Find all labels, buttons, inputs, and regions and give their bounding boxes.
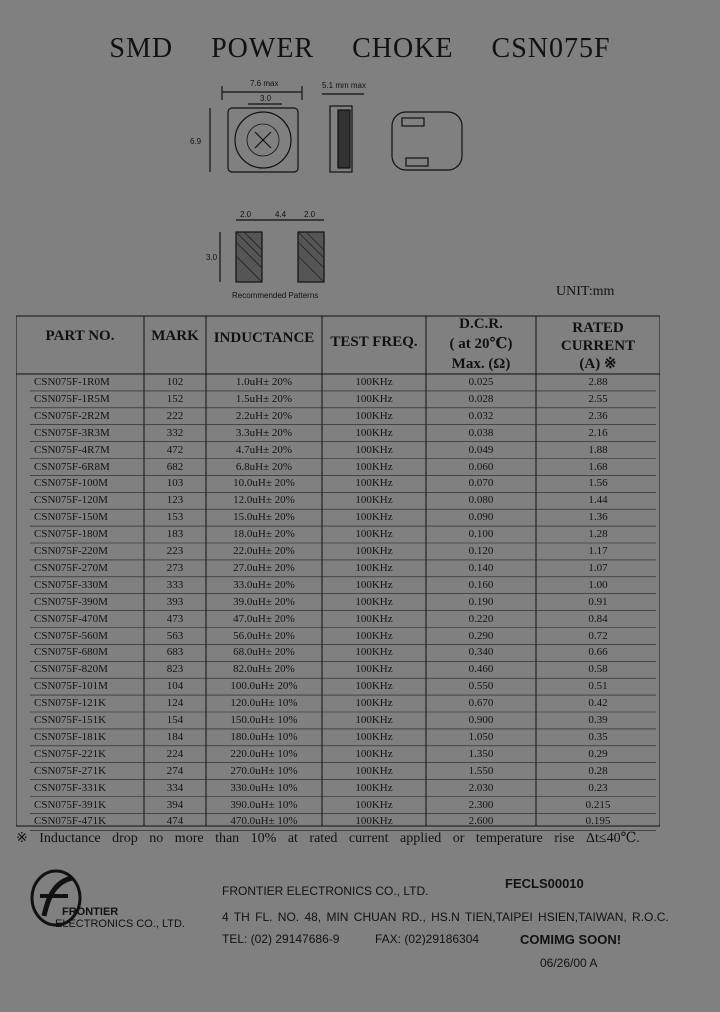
dimension-drawing [180, 70, 500, 310]
footnote: ※ Inductance drop no more than 10% at rated current applied or temperature rise Δt≤40℃. [16, 831, 640, 846]
cell-cur: 1.68 [588, 460, 608, 473]
cell-ind: 12.0uH± 20% [233, 494, 295, 507]
cell-mark: 333 [166, 578, 184, 591]
cell-mark: 473 [166, 612, 184, 625]
cell-freq: 100KHz [355, 646, 393, 659]
cell-part: CSN075F-4R7M [34, 443, 110, 456]
cell-freq: 100KHz [355, 747, 393, 760]
header-inductance: INDUCTANCE [213, 330, 315, 346]
header-rated-1: RATED [572, 320, 624, 336]
cell-cur: 2.88 [588, 376, 608, 388]
cell-cur: 0.42 [588, 697, 608, 710]
cell-ind: 33.0uH± 20% [233, 578, 295, 591]
cell-part: CSN075F-391K [34, 798, 107, 811]
cell-ind: 4.7uH± 20% [235, 443, 293, 456]
dim-inner: 3.0 [260, 94, 272, 103]
cell-freq: 100KHz [355, 629, 393, 642]
cell-part: CSN075F-6R8M [34, 460, 110, 473]
cell-dcr: 0.220 [468, 612, 494, 625]
cell-mark: 683 [166, 646, 184, 659]
cell-cur: 2.16 [588, 426, 608, 439]
cell-cur: 0.23 [588, 781, 608, 794]
cell-mark: 823 [166, 663, 184, 676]
cell-ind: 470.0uH± 10% [230, 815, 298, 828]
cell-part: CSN075F-3R3M [34, 426, 110, 439]
coming-soon: COMIMG SOON! [520, 932, 622, 947]
cell-dcr: 0.160 [468, 578, 494, 591]
cell-freq: 100KHz [355, 714, 393, 726]
cell-ind: 18.0uH± 20% [233, 528, 295, 541]
cell-cur: 1.00 [588, 578, 608, 591]
cell-cur: 0.51 [588, 680, 608, 693]
cell-ind: 120.0uH± 10% [230, 697, 298, 710]
cell-part: CSN075F-180M [34, 528, 108, 541]
cell-cur: 1.44 [588, 494, 608, 507]
cell-part: CSN075F-220M [34, 545, 108, 557]
cell-freq: 100KHz [355, 764, 393, 777]
cell-cur: 0.28 [588, 764, 608, 777]
cell-freq: 100KHz [355, 511, 393, 524]
cell-dcr: 1.050 [468, 730, 494, 743]
cell-ind: 390.0uH± 10% [230, 798, 298, 811]
cell-freq: 100KHz [355, 494, 393, 507]
cell-mark: 184 [166, 730, 184, 743]
page-title: SMD POWER CHOKE CSN075F [109, 33, 611, 64]
cell-dcr: 2.030 [468, 781, 494, 794]
header-mark: MARK [151, 328, 199, 344]
pad-dim-3: 2.0 [304, 210, 316, 219]
cell-part: CSN075F-390M [34, 595, 108, 608]
cell-dcr: 0.038 [468, 426, 494, 439]
cell-part: CSN075F-121K [34, 697, 107, 710]
cell-mark: 474 [166, 815, 184, 828]
cell-mark: 394 [166, 798, 184, 811]
cell-ind: 68.0uH± 20% [233, 646, 295, 659]
cell-freq: 100KHz [355, 376, 393, 388]
cell-cur: 1.17 [588, 545, 608, 557]
cell-part: CSN075F-680M [34, 646, 108, 659]
cell-dcr: 0.028 [468, 392, 494, 405]
cell-dcr: 0.190 [468, 595, 494, 608]
cell-dcr: 0.100 [468, 528, 494, 541]
pad-height: 3.0 [206, 253, 218, 262]
cell-cur: 0.91 [588, 595, 608, 608]
cell-part: CSN075F-221K [34, 747, 107, 760]
cell-mark: 102 [166, 376, 184, 388]
header-freq: TEST FREQ. [330, 334, 418, 350]
pad-dim-2: 4.4 [275, 210, 287, 219]
cell-freq: 100KHz [355, 561, 393, 574]
cell-mark: 682 [166, 460, 184, 473]
cell-ind: 56.0uH± 20% [233, 629, 295, 642]
cell-dcr: 0.080 [468, 494, 494, 507]
cell-cur: 1.28 [588, 528, 608, 541]
cell-freq: 100KHz [355, 730, 393, 743]
cell-dcr: 0.049 [468, 443, 494, 456]
cell-cur: 0.35 [588, 730, 608, 743]
cell-mark: 334 [166, 781, 184, 794]
cell-part: CSN075F-2R2M [34, 409, 110, 422]
cell-dcr: 2.600 [468, 815, 494, 828]
cell-mark: 274 [166, 764, 184, 777]
dim-height: 6.9 [190, 137, 202, 146]
cell-mark: 222 [166, 409, 184, 422]
pad-caption: Recommended Patterns [232, 291, 319, 300]
cell-part: CSN075F-151K [34, 714, 107, 726]
cell-dcr: 0.550 [468, 680, 494, 693]
cell-mark: 152 [166, 392, 184, 405]
cell-part: CSN075F-100M [34, 477, 108, 490]
cell-freq: 100KHz [355, 612, 393, 625]
cell-ind: 15.0uH± 20% [233, 511, 295, 524]
cell-mark: 393 [166, 595, 184, 608]
cell-mark: 154 [166, 714, 184, 726]
cell-freq: 100KHz [355, 578, 393, 591]
cell-part: CSN075F-101M [34, 680, 108, 693]
cell-part: CSN075F-270M [34, 561, 108, 574]
cell-freq: 100KHz [355, 477, 393, 490]
cell-part: CSN075F-181K [34, 730, 107, 743]
cell-dcr: 1.350 [468, 747, 494, 760]
cell-freq: 100KHz [355, 781, 393, 794]
cell-dcr: 0.340 [468, 646, 494, 659]
cell-ind: 10.0uH± 20% [233, 477, 295, 490]
cell-mark: 332 [166, 426, 184, 439]
cell-ind: 270.0uH± 10% [230, 764, 298, 777]
cell-ind: 27.0uH± 20% [233, 561, 295, 574]
cell-freq: 100KHz [355, 815, 393, 828]
cell-freq: 100KHz [355, 545, 393, 557]
cell-cur: 1.07 [588, 561, 608, 574]
cell-part: CSN075F-1R5M [34, 392, 110, 405]
cell-ind: 82.0uH± 20% [233, 663, 295, 676]
header-part: PART NO. [45, 328, 115, 344]
cell-dcr: 0.070 [468, 477, 494, 490]
header-rated-3: (A) ※ [579, 356, 617, 372]
cell-mark: 273 [166, 561, 184, 574]
cell-ind: 100.0uH± 20% [230, 680, 298, 693]
cell-mark: 103 [166, 477, 184, 490]
cell-part: CSN075F-120M [34, 494, 108, 507]
cell-cur: 0.195 [585, 815, 611, 828]
cell-cur: 1.88 [588, 443, 608, 456]
cell-dcr: 0.290 [468, 629, 494, 642]
dim-width: 7.6 max [250, 79, 279, 88]
cell-freq: 100KHz [355, 595, 393, 608]
header-dcr-1: D.C.R. [459, 316, 503, 332]
cell-mark: 472 [166, 443, 184, 456]
cell-dcr: 1.550 [468, 764, 494, 777]
cell-mark: 123 [166, 494, 184, 507]
cell-ind: 39.0uH± 20% [233, 595, 295, 608]
cell-ind: 22.0uH± 20% [233, 545, 295, 557]
cell-dcr: 0.120 [468, 545, 494, 557]
company-address: 4 TH FL. NO. 48, MIN CHUAN RD., HS.N TIEN,TAIPEI HSIEN,TAIWAN, R.O.C. [222, 910, 669, 924]
cell-freq: 100KHz [355, 528, 393, 541]
pad-dim-1: 2.0 [240, 210, 252, 219]
cell-ind: 6.8uH± 20% [235, 460, 293, 473]
cell-cur: 0.66 [588, 646, 608, 659]
cell-cur: 1.36 [588, 511, 608, 524]
cell-part: CSN075F-330M [34, 578, 108, 591]
cell-cur: 0.58 [588, 663, 608, 676]
cell-dcr: 0.460 [468, 663, 494, 676]
cell-part: CSN075F-1R0M [34, 376, 110, 388]
cell-cur: 1.56 [588, 477, 608, 490]
revision-date: 06/26/00 A [540, 956, 598, 970]
cell-ind: 220.0uH± 10% [230, 747, 298, 760]
cell-mark: 563 [166, 629, 184, 642]
cell-freq: 100KHz [355, 460, 393, 473]
cell-ind: 1.0uH± 20% [235, 376, 293, 388]
cell-freq: 100KHz [355, 798, 393, 811]
header-rated-2: CURRENT [560, 338, 636, 354]
cell-dcr: 0.090 [468, 511, 494, 524]
cell-cur: 0.215 [585, 798, 611, 811]
logo-name-line1: FRONTIER [62, 906, 119, 918]
dim-thickness: 5.1 mm max [322, 81, 367, 90]
cell-mark: 104 [166, 680, 184, 693]
cell-freq: 100KHz [355, 443, 393, 456]
cell-mark: 124 [166, 697, 184, 710]
cell-ind: 150.0uH± 10% [230, 714, 298, 726]
cell-dcr: 0.060 [468, 460, 494, 473]
cell-part: CSN075F-471K [34, 815, 107, 828]
cell-dcr: 0.140 [468, 561, 494, 574]
unit-label: UNIT:mm [556, 284, 615, 299]
cell-cur: 0.29 [588, 747, 608, 760]
cell-freq: 100KHz [355, 663, 393, 676]
cell-ind: 3.3uH± 20% [235, 426, 293, 439]
cell-part: CSN075F-150M [34, 511, 108, 524]
cell-ind: 2.2uH± 20% [235, 409, 293, 422]
fax: FAX: (02)29186304 [375, 932, 480, 946]
cell-mark: 223 [166, 545, 184, 557]
cell-cur: 0.39 [588, 714, 608, 726]
cell-ind: 47.0uH± 20% [233, 612, 295, 625]
cell-freq: 100KHz [355, 680, 393, 693]
cell-cur: 2.55 [588, 392, 608, 405]
cell-part: CSN075F-470M [34, 612, 108, 625]
cell-part: CSN075F-271K [34, 764, 107, 777]
cell-part: CSN075F-820M [34, 663, 108, 676]
cell-cur: 2.36 [588, 409, 608, 422]
cell-dcr: 2.300 [468, 798, 494, 811]
header-dcr-3: Max. (Ω) [451, 356, 511, 372]
cell-freq: 100KHz [355, 426, 393, 439]
header-dcr-2: ( at 20℃) [449, 336, 513, 352]
cell-dcr: 0.670 [468, 697, 494, 710]
cell-ind: 330.0uH± 10% [230, 781, 298, 794]
cell-dcr: 0.025 [468, 376, 494, 388]
logo-name-line2: ELECTRONICS CO., LTD. [55, 918, 185, 930]
spec-table [16, 312, 660, 832]
cell-ind: 180.0uH± 10% [230, 730, 298, 743]
cell-mark: 183 [166, 528, 184, 541]
cell-dcr: 0.900 [468, 714, 494, 726]
cell-freq: 100KHz [355, 392, 393, 405]
company-name: FRONTIER ELECTRONICS CO., LTD. [222, 884, 429, 898]
cell-part: CSN075F-331K [34, 781, 107, 794]
cell-cur: 0.72 [588, 629, 608, 642]
cell-mark: 224 [166, 747, 184, 760]
telephone: TEL: (02) 29147686-9 [222, 932, 340, 946]
cell-part: CSN075F-560M [34, 629, 108, 642]
cell-cur: 0.84 [588, 612, 608, 625]
cell-freq: 100KHz [355, 697, 393, 710]
cell-freq: 100KHz [355, 409, 393, 422]
cell-ind: 1.5uH± 20% [235, 392, 293, 405]
cell-dcr: 0.032 [468, 409, 494, 422]
cell-mark: 153 [166, 511, 184, 524]
document-code: FECLS00010 [505, 876, 584, 891]
